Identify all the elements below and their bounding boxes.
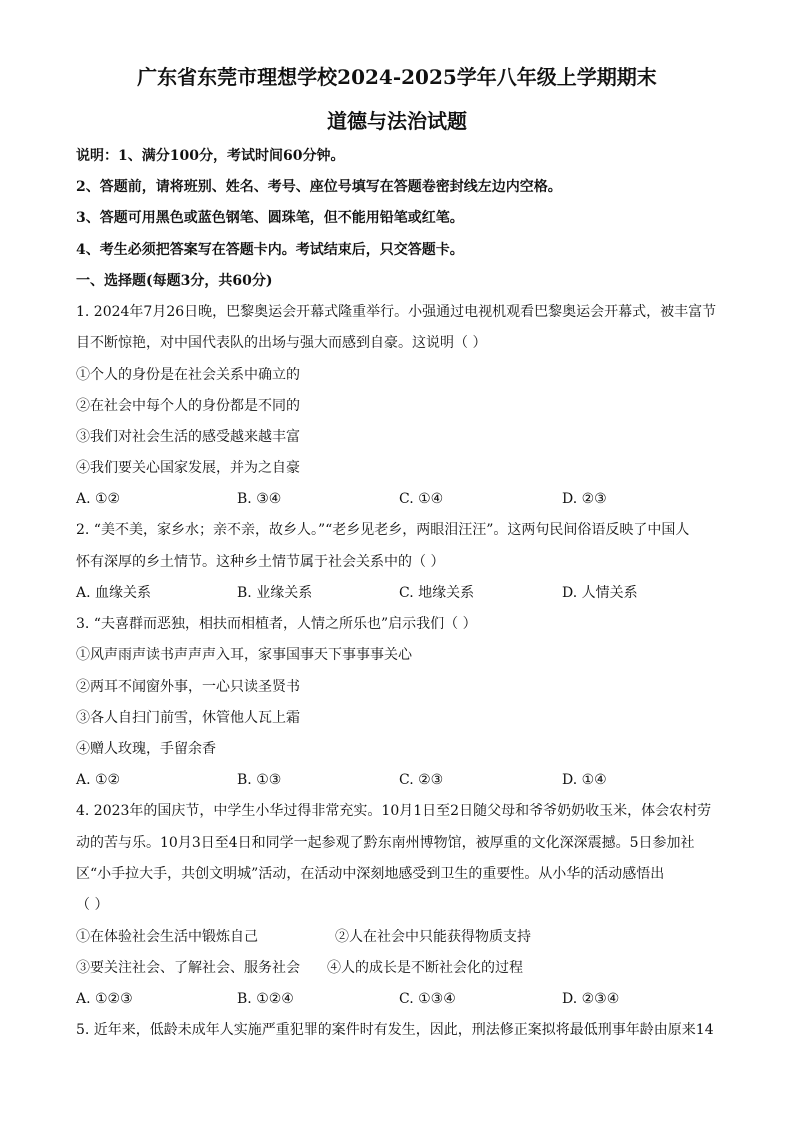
- q4-option-b: B. ①②④: [237, 991, 294, 1007]
- q1-option-d: D. ②③: [562, 491, 607, 507]
- q3-option-d: D. ①④: [562, 772, 607, 788]
- q2-option-d: D. 人情关系: [562, 585, 638, 601]
- q4-stem-line3: 区“小手拉大手，共创文明城”活动，在活动中深刻地感受到卫生的重要性。从小华的活动感悟出: [76, 866, 665, 882]
- q2-option-c: C. 地缘关系: [399, 585, 475, 601]
- q4-item-4: ④人的成长是不断社会化的过程: [327, 960, 523, 976]
- q1-option-a: A. ①②: [76, 491, 121, 507]
- instruction-3: 3、答题可用黑色或蓝色钢笔、圆珠笔，但不能用铅笔或红笔。: [76, 210, 464, 226]
- q1-item-4: ④我们要关心国家发展，并为之自豪: [76, 460, 300, 476]
- q2-option-a: A. 血缘关系: [76, 585, 152, 601]
- q2-stem-line1: 2. “美不美，家乡水；亲不亲，故乡人。”“老乡见老乡，两眼泪汪汪”。这两句民间俗语反映了中国人: [76, 522, 690, 538]
- q3-stem-line1: 3. “夫喜群而恶独，相扶而相植者，人情之所乐也”启示我们（ ）: [76, 616, 477, 632]
- q4-item-3: ③要关注社会、了解社会、服务社会: [76, 960, 300, 976]
- q3-item-3: ③各人自扫门前雪，休管他人瓦上霜: [76, 710, 300, 726]
- q2-stem-line2: 怀有深厚的乡土情节。这种乡土情节属于社会关系中的（ ）: [76, 554, 445, 570]
- q4-item-2: ②人在社会中只能获得物质支持: [335, 929, 531, 945]
- q4-option-d: D. ②③④: [562, 991, 620, 1007]
- q3-option-a: A. ①②: [76, 772, 121, 788]
- exam-title-line1: 广东省东莞市理想学校2024-2025学年八年级上学期期末: [137, 65, 657, 89]
- q4-stem-line2: 动的苦与乐。10月3日至4日和同学一起参观了黔东南州博物馆，被厚重的文化深深震撼。5日参加社: [76, 835, 695, 851]
- q3-option-b: B. ①③: [237, 772, 282, 788]
- q5-stem-line1: 5. 近年来，低龄未成年人实施严重犯罪的案件时有发生，因此，刑法修正案拟将最低刑事年龄由原来14: [76, 1022, 714, 1038]
- q2-option-b: B. 业缘关系: [237, 585, 313, 601]
- q3-item-2: ②两耳不闻窗外事，一心只读圣贤书: [76, 679, 300, 695]
- instruction-1: 说明：1、满分100分，考试时间60分钟。: [76, 148, 345, 164]
- q1-item-1: ①个人的身份是在社会关系中确立的: [76, 367, 300, 383]
- q1-stem-line1: 1. 2024年7月26日晚，巴黎奥运会开幕式隆重举行。小强通过电视机观看巴黎奥运会开幕式，被丰富节: [76, 304, 717, 320]
- q3-item-1: ①风声雨声读书声声声入耳，家事国事天下事事事关心: [76, 647, 412, 663]
- q3-option-c: C. ②③: [399, 772, 444, 788]
- q4-stem-line1: 4. 2023年的国庆节，中学生小华过得非常充实。10月1日至2日随父母和爷爷奶奶收玉米，体会农村劳: [76, 803, 712, 819]
- q1-option-c: C. ①④: [399, 491, 444, 507]
- section-title: 一、选择题(每题3分，共60分): [76, 273, 273, 289]
- instruction-2: 2、答题前，请将班别、姓名、考号、座位号填写在答题卷密封线左边内空格。: [76, 179, 562, 195]
- q1-stem-line2: 目不断惊艳，对中国代表队的出场与强大而感到自豪。这说明（ ）: [76, 335, 487, 351]
- q1-item-2: ②在社会中每个人的身份都是不同的: [76, 398, 300, 414]
- q1-item-3: ③我们对社会生活的感受越来越丰富: [76, 429, 300, 445]
- instruction-4: 4、考生必须把答案写在答题卡内。考试结束后，只交答题卡。: [76, 242, 464, 258]
- exam-title-line2: 道德与法治试题: [327, 109, 467, 133]
- q4-stem-line4: （ ）: [76, 897, 109, 913]
- q3-item-4: ④赠人玫瑰，手留余香: [76, 741, 216, 757]
- q4-item-1: ①在体验社会生活中锻炼自己: [76, 929, 258, 945]
- q4-option-a: A. ①②③: [76, 991, 133, 1007]
- q1-option-b: B. ③④: [237, 491, 282, 507]
- q4-option-c: C. ①③④: [399, 991, 456, 1007]
